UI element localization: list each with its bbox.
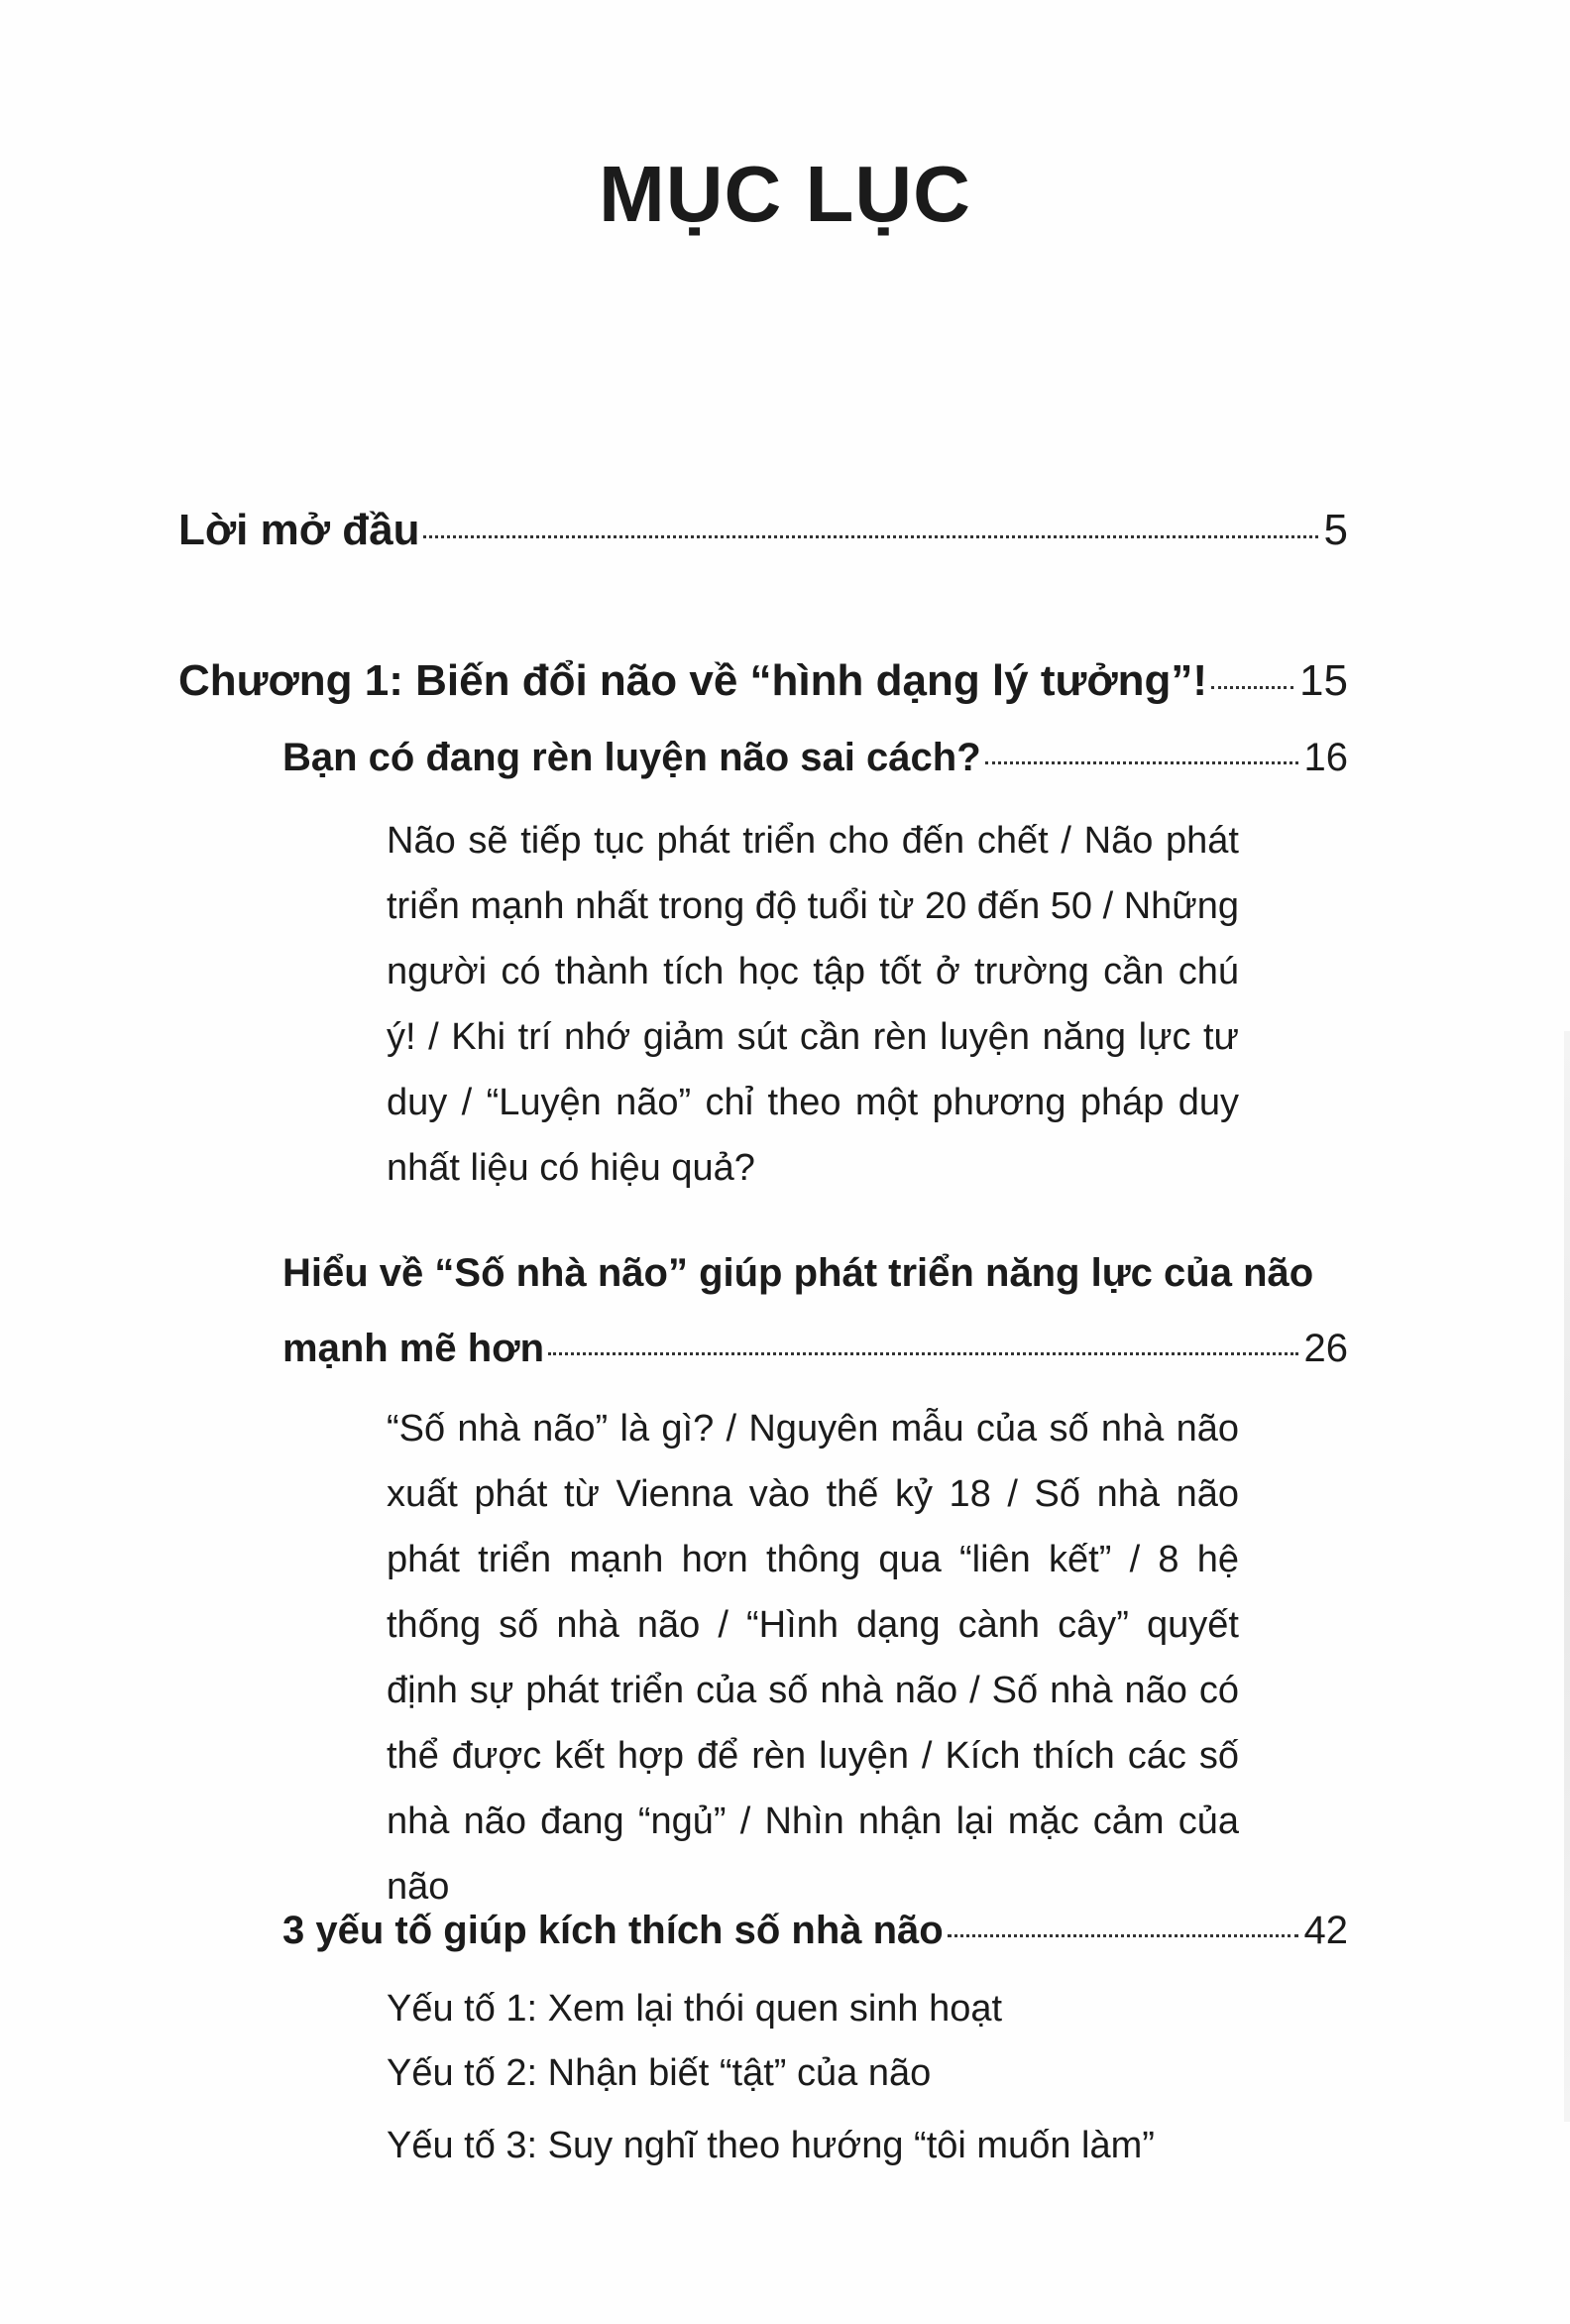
section-3-item: Yếu tố 3: Suy nghĩ theo hướng “tôi muốn làm”: [387, 2125, 1155, 2166]
dot-leader: [548, 1352, 1297, 1355]
section-2-summary: “Số nhà não” là gì? / Nguyên mẫu của số nhà não xuất phát từ Vienna vào thế kỷ 18 / Số nhà não phát triển mạnh hơn thông qua “liên kết” / 8 hệ thống số nhà não / “Hình dạng cành cây” quyết định sự phát triển của số nhà não / Số nhà não có thể được kết hợp để rèn luyện / Kích thích các số nhà não đang “ngủ” / Nhìn nhận lại mặc cảm của não: [387, 1408, 1239, 1908]
toc-entry-section-2-line1: Hiểu về “Số nhà não” giúp phát triển năng lực của não: [282, 1251, 1314, 1295]
toc-entry-section-3: [282, 1909, 1348, 1953]
section-3-item: Yếu tố 2: Nhận biết “tật” của não: [387, 2052, 932, 2094]
page-title: MỤC LỤC: [599, 150, 971, 238]
section-1-summary: Não sẽ tiếp tục phát triển cho đến chết / Não phát triển mạnh nhất trong độ tuổi từ 20 đến 50 / Những người có thành tích học tập tốt ở trường cần chú ý! / Khi trí nhớ giảm sút cần rèn luyện năng lực tư duy / “Luyện não” chỉ theo một phương pháp duy nhất liệu có hiệu quả?: [387, 820, 1239, 1189]
toc-entry-section-2: [282, 1327, 1348, 1371]
dot-leader: [948, 1934, 1298, 1937]
toc-entry-chapter-1: [178, 656, 1348, 706]
dot-leader: [423, 535, 1317, 538]
page-number: 16: [1303, 736, 1348, 779]
entry-label: mạnh mẽ hơn: [282, 1327, 545, 1370]
entry-label: 3 yếu tố giúp kích thích số nhà não: [282, 1909, 944, 1952]
page-number: 26: [1303, 1327, 1348, 1370]
entry-label: Chương 1: Biến đổi não về “hình dạng lý tưởng”!: [178, 656, 1208, 705]
toc-entry-section-1: [282, 736, 1348, 780]
section-3-item: Yếu tố 1: Xem lại thói quen sinh hoạt: [387, 1988, 1003, 2030]
page-number: 42: [1303, 1909, 1348, 1952]
entry-label: Bạn có đang rèn luyện não sai cách?: [282, 736, 981, 779]
toc-entry-preface: [178, 506, 1348, 555]
page-edge-shadow: [1564, 1031, 1570, 2122]
page-number: 5: [1323, 506, 1348, 554]
dot-leader: [985, 761, 1298, 764]
entry-label: Lời mở đầu: [178, 506, 420, 554]
page-number: 15: [1299, 656, 1348, 705]
dot-leader: [1211, 686, 1293, 689]
